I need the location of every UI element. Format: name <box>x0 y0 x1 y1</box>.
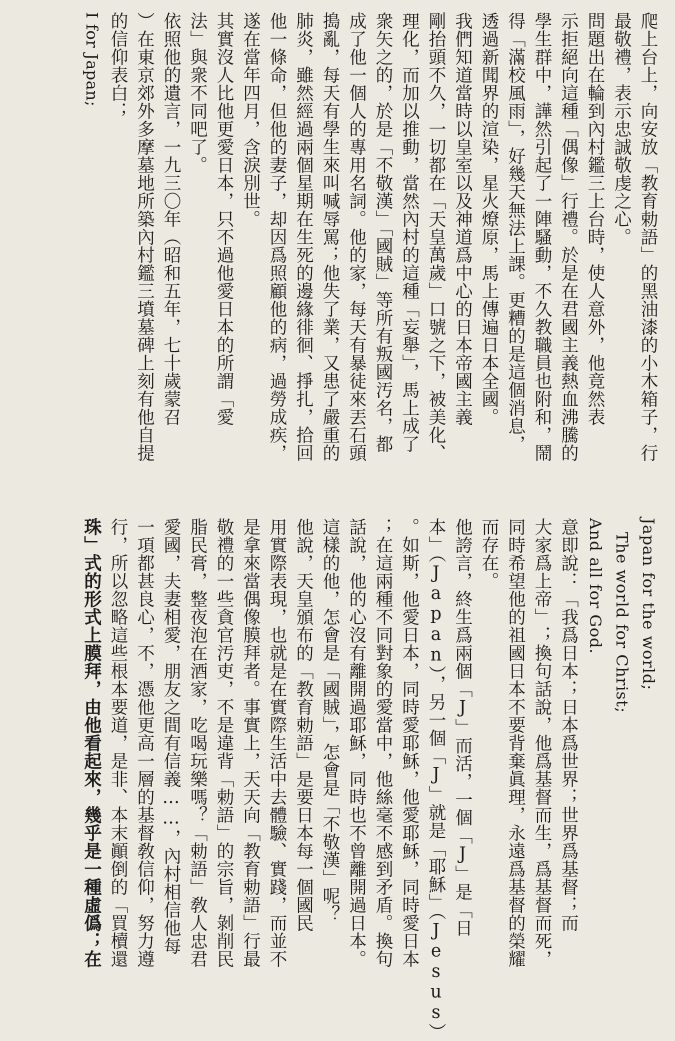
text-column: 我們知道當時以皇室以及神道爲中心的日本帝國主義 <box>452 12 473 426</box>
text-column: 遂在當年四月，含淚別世。 <box>240 12 261 228</box>
text-column: 成了他一個人的專用名詞。他的家，每天有暴徒來丟石頭 <box>346 12 367 462</box>
text-column: 脂民膏，整夜泡在酒家，吃喝玩樂嗎？「勅語」敎人忠君 <box>187 518 208 968</box>
text-column: 肺炎，雖然經過兩個星期在生死的邊緣徘徊、掙扎，拾回 <box>293 12 314 462</box>
text-column: 行，所以忽略這些根本要道，是非、本末顚倒的「買櫝還 <box>108 518 128 968</box>
motto-line: I for Japan; <box>82 12 102 107</box>
text-column: 其實沒人比他更愛日本，只不過他愛日本的所謂「愛 <box>214 12 234 426</box>
poem-line: The world for Christ; <box>612 532 632 714</box>
text-column: 敬禮的一些貪官汚吏，不是違背「勅語」的宗旨，剝削民 <box>214 518 234 968</box>
bottom-text-block <box>78 518 661 1041</box>
text-column: 示拒絕向這種「偶像」行禮。於是在君國主義熱血沸騰的 <box>558 12 579 462</box>
text-column: 法」與衆不同吧了。 <box>187 12 208 174</box>
text-column: 是拿來當偶像膜拜者。事實上，天天向「教育勅語」行最 <box>240 518 261 968</box>
text-column: 大家爲上帝」；換句話說，他爲基督而生，爲基督而死， <box>532 518 552 968</box>
text-column: 話說，他的心沒有離開過耶穌，同時也不曾離開過日本。 <box>346 518 367 968</box>
text-column: 同時希望他的祖國日本不要背棄眞理，永遠爲基督的榮耀 <box>505 518 526 968</box>
text-column: 透過新聞界的渲染，星火燎原，馬上傳遍日本全國。 <box>479 12 499 426</box>
text-column: ）在東京郊外多摩墓地所築內村鑑三墳墓碑上刻有他自提 <box>134 12 155 462</box>
text-column: 本」（Japan），另一個「J」就是「耶穌」（Jesus） <box>426 518 446 1041</box>
text-column: 爬上台上，向安放「教育勅語」的黑油漆的小木箱子，行 <box>638 12 658 462</box>
text-column: 最敬禮，表示忠誠敬虔之心。 <box>611 12 632 246</box>
text-column: 。如斯，他愛日本，同時愛耶穌，他愛耶穌，同時愛日本 <box>399 518 420 968</box>
top-text-block <box>78 12 661 478</box>
poem-line: And all for God. <box>586 518 605 655</box>
text-column: 這樣的他，怎會是「國賊」，怎會是「不敬漢」呢？ <box>320 518 340 924</box>
text-column: ；在這兩種不同對象的愛當中，他絲毫不感到矛盾。換句 <box>373 518 393 968</box>
text-column: 理化，而加以推動，當然內村的這種「妄舉」，馬上成了 <box>399 12 420 454</box>
poem-line: Japan for the world; <box>639 518 658 691</box>
text-column: 他一條命，但他的妻子，却因爲照顧他的病，過勞成疾， <box>267 12 287 462</box>
text-column: 依照他的遺言，一九三〇年（昭和五年，七十歲蒙召 <box>161 12 181 426</box>
text-column: 衆矢之的，於是「不敬漢」「國賊」等所有叛國汚名，都 <box>373 12 393 454</box>
text-column: 他說，天皇頒布的「教育勅語」是要日本每一個國民 <box>293 518 314 932</box>
text-column: 搗亂，每天有學生來叫喊辱罵；他失了業，又患了嚴重的 <box>320 12 340 462</box>
text-column: 愛國，夫妻相愛，朋友之間有信義……，內村相信他每 <box>161 518 181 955</box>
text-column: 用實際表現，也就是在實際生活中去體驗、實踐，而並不 <box>267 518 287 968</box>
text-column: 得「滿校風雨」，好幾天無法上課。更糟的是這個消息， <box>505 12 526 454</box>
text-column: 珠」式的形式上膜拜，由他看起來，幾乎是一種虛僞；在 <box>81 518 102 968</box>
text-column: 的信仰表白； <box>108 12 128 120</box>
text-column: 學生群中，譁然引起了一陣騷動，不久教職員也附和，鬧 <box>532 12 552 462</box>
text-column: 他誇言，終生爲兩個「J」而活，一個「J」是「日 <box>452 518 473 937</box>
text-column: 而存在。 <box>479 518 499 590</box>
text-column: 一項都甚良心，不，憑他更高一層的基督敎信仰，努力遵 <box>134 518 155 968</box>
text-column: 剛抬頭不久，一切都在「天皇萬歲」口號之下，被美化、 <box>426 12 446 462</box>
text-column: 意即說：「我爲日本；日本爲世界；世界爲基督；而 <box>558 518 579 932</box>
text-column: 問題出在輪到內村鑑三上台時，使人意外，他竟然表 <box>585 12 605 426</box>
